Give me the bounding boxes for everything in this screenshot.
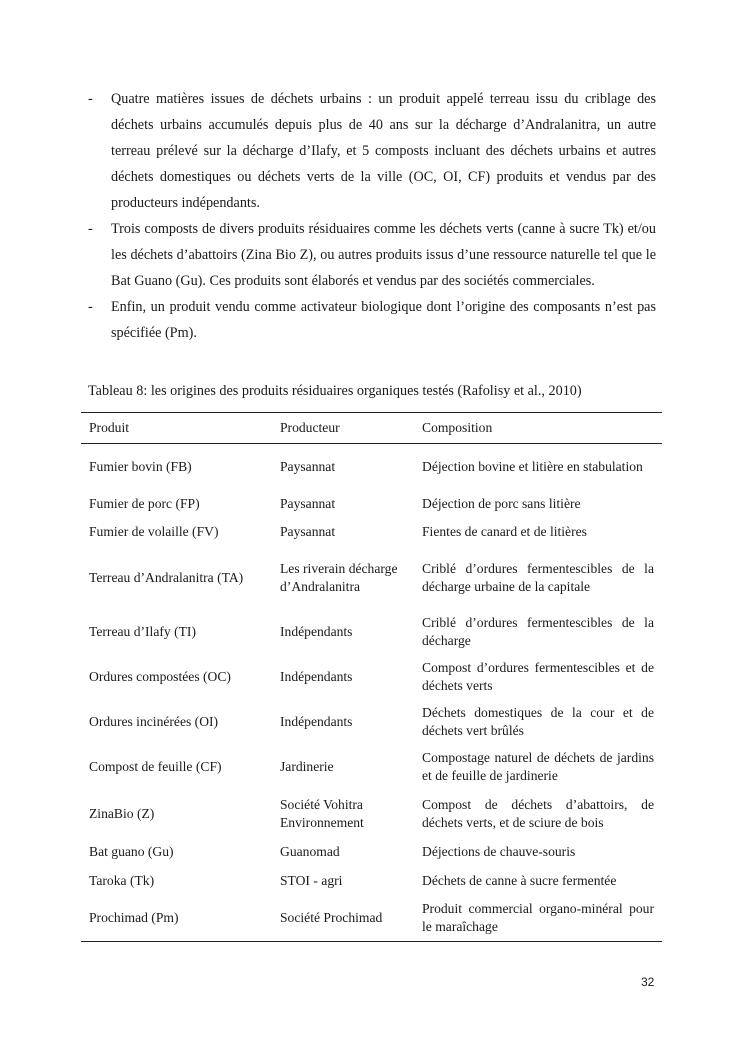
cell-composition: Criblé d’ordures fermentescibles de la décharge xyxy=(422,615,654,648)
cell-composition: Produit commercial organo-minéral pour le maraîchage xyxy=(414,896,662,942)
cell-producteur: Jardinerie xyxy=(280,759,334,774)
cell-producteur: Société Vohitra Environnement xyxy=(280,796,364,830)
bullet-item xyxy=(88,216,656,294)
cell-produit: Compost de feuille (CF) xyxy=(89,759,222,774)
cell-produit: Fumier bovin (FB) xyxy=(89,458,192,474)
cell-produit: Ordures compostées (OC) xyxy=(89,669,231,684)
cell-producteur: Paysannat xyxy=(280,495,336,511)
cell-producteur: STOI - agri xyxy=(280,873,343,888)
cell-producteur: Guanomad xyxy=(280,844,340,859)
table-header-row xyxy=(81,413,662,444)
header-producteur: Producteur xyxy=(272,413,414,444)
cell-composition: Déjections de chauve-souris xyxy=(422,844,576,859)
table-row xyxy=(81,896,662,942)
cell-producteur: Les riverain décharge d’Andralanitra xyxy=(280,560,398,594)
cell-composition: Criblé d’ordures fermentescibles de la décharge urbaine de la capitale xyxy=(422,560,654,594)
table-row xyxy=(81,745,662,790)
table-row xyxy=(81,610,662,655)
bullet-item xyxy=(88,294,656,346)
table-caption: Tableau 8: les origines des produits résiduaires organiques testés (Rafolisy et al., 2010) xyxy=(88,383,582,399)
header-produit: Produit xyxy=(81,413,272,444)
cell-composition: Déjection de porc sans litière xyxy=(422,495,581,511)
table-row xyxy=(81,867,662,896)
bullet-text: Trois composts de divers produits résiduaires comme les déchets verts (canne à sucre Tk) et/ou les déchets d’abattoirs (Zina Bio Z), ou autres produits issus d’une ressource naturelle tel que le Bat Guano (Gu). Ces produits sont élaborés et vendus par des sociétés commerciales. xyxy=(111,221,656,289)
bullet-marker: - xyxy=(88,221,93,237)
cell-producteur: Indépendants xyxy=(280,669,353,684)
cell-composition: Déjection bovine et litière en stabulation xyxy=(422,458,643,474)
cell-produit: Terreau d’Andralanitra (TA) xyxy=(89,569,244,585)
cell-composition: Compost d’ordures fermentescibles et de déchets verts xyxy=(422,660,654,693)
cell-composition: Fientes de canard et de litières xyxy=(422,523,587,539)
cell-produit: Bat guano (Gu) xyxy=(89,844,174,859)
table-row xyxy=(81,490,662,518)
cell-composition: Déchets domestiques de la cour et de déchets vert brûlés xyxy=(422,705,654,738)
cell-produit: ZinaBio (Z) xyxy=(89,805,155,821)
cell-producteur: Indépendants xyxy=(280,714,353,729)
cell-producteur: Indépendants xyxy=(280,624,353,639)
cell-composition: Déchets de canne à sucre fermentée xyxy=(422,873,617,888)
table-row xyxy=(81,655,662,700)
bullet-text: Enfin, un produit vendu comme activateur biologique dont l’origine des composants n’est pas spécifiée (Pm). xyxy=(111,299,656,341)
bullet-item xyxy=(88,86,656,216)
table-row xyxy=(81,790,662,838)
cell-produit: Prochimad (Pm) xyxy=(81,896,272,942)
products-table xyxy=(81,412,662,942)
bullet-marker: - xyxy=(88,299,93,315)
cell-producteur: Paysannat xyxy=(280,523,336,539)
table-row xyxy=(81,700,662,745)
bullet-list xyxy=(88,86,656,346)
cell-composition: Compost de déchets d’abattoirs, de déchets verts, et de sciure de bois xyxy=(422,796,654,830)
header-composition: Composition xyxy=(414,413,662,444)
page-number: 32 xyxy=(641,975,655,989)
bullet-text: Quatre matières issues de déchets urbains : un produit appelé terreau issu du criblage des déchets urbains accumulés depuis plus de 40 ans sur la décharge d’Andralanitra, un autre terreau prélevé sur la décharge d’Ilafy, et 5 composts incluant des déchets urbains et autres déchets domestiques ou déchets verts de la ville (OC, OI, CF) produits et vendus par des producteurs indépendants. xyxy=(111,91,656,211)
table-row xyxy=(81,838,662,867)
table-row xyxy=(81,444,662,490)
bullet-marker: - xyxy=(88,91,93,107)
cell-produit: Fumier de porc (FP) xyxy=(89,495,200,511)
cell-produit: Ordures incinérées (OI) xyxy=(89,714,219,729)
cell-produit: Fumier de volaille (FV) xyxy=(89,523,219,539)
cell-composition: Compostage naturel de déchets de jardins et de feuille de jardinerie xyxy=(422,750,654,783)
cell-producteur: Paysannat xyxy=(280,458,336,474)
cell-produit: Taroka (Tk) xyxy=(89,873,155,888)
table-row xyxy=(81,518,662,546)
table-row xyxy=(81,546,662,610)
cell-producteur: Société Prochimad xyxy=(272,896,414,942)
cell-produit: Terreau d’Ilafy (TI) xyxy=(89,624,196,639)
